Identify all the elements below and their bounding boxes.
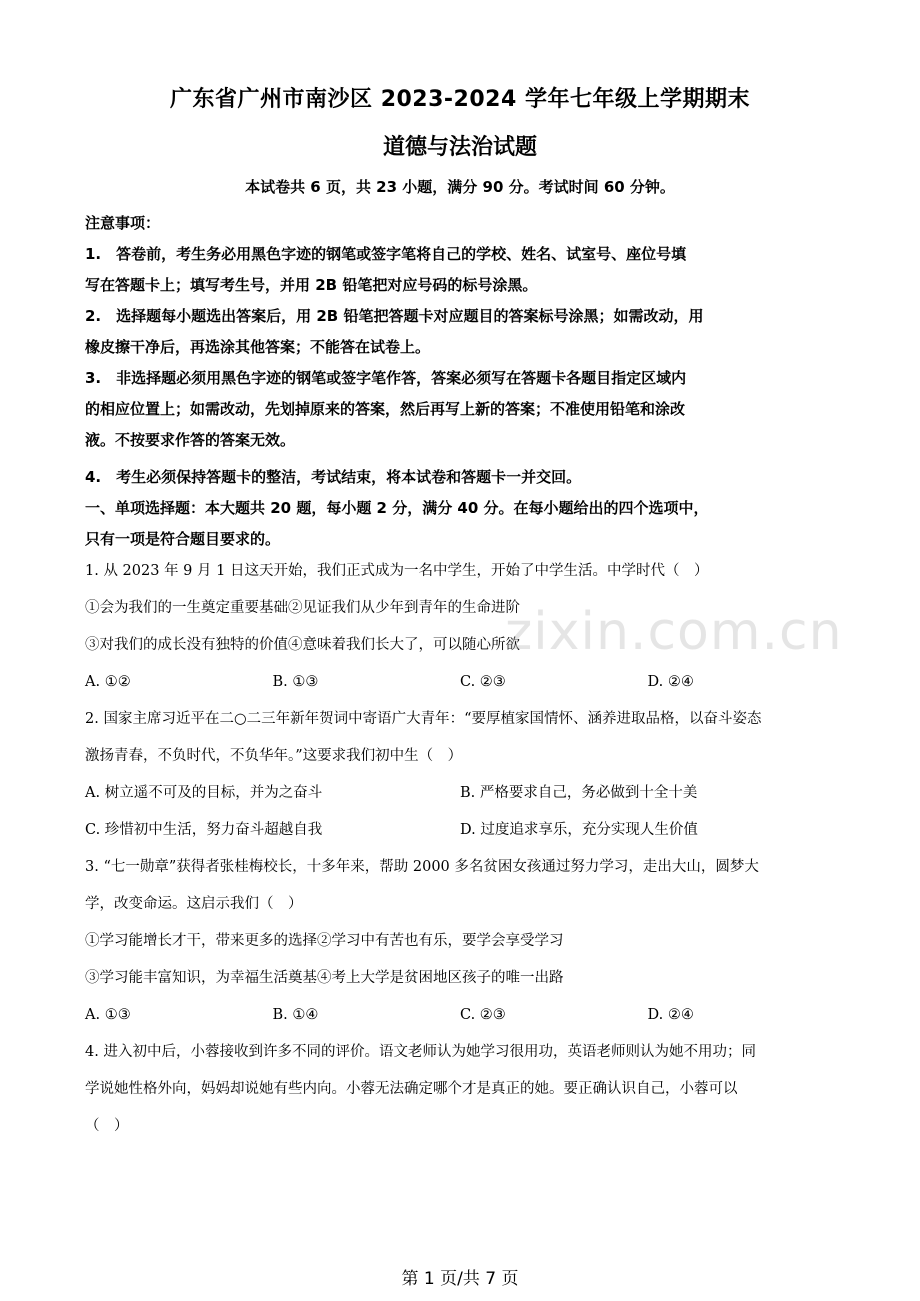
page-number: 第 1 页/共 7 页 <box>401 1269 519 1289</box>
q1-stem: 1. 从 2023 年 9 月 1 日这天开始，我们正式成为一名中学生，开始了中学生活。中学时代（ ） <box>85 563 709 579</box>
q3-options <box>85 997 835 1034</box>
notice-item-3-line3: 液。不按要求作答的答案无效。 <box>85 431 296 449</box>
q3-option-d[interactable]: D. ②④ <box>647 1007 694 1023</box>
notice-item-2-line2: 橡皮擦干净后，再选涂其他答案；不能答在试卷上。 <box>85 338 431 356</box>
q1-statement-a: ①会为我们的一生奠定重要基础②见证我们从少年到青年的生命进阶 <box>85 600 520 616</box>
q1-options <box>85 664 835 701</box>
q3-stem-line2: 学，改变命运。这启示我们（ ） <box>85 896 303 912</box>
q4-stem-line1: 4. 进入初中后，小蓉接收到许多不同的评价。语文老师认为她学习很用功，英语老师则认为她不用功；同 <box>85 1044 756 1060</box>
q1-option-a[interactable]: A. ①② <box>85 674 131 690</box>
q3-option-a[interactable]: A. ①③ <box>85 1007 131 1023</box>
q1-statement-b: ③对我们的成长没有独特的价值④意味着我们长大了，可以随心所欲 <box>85 637 520 653</box>
q3-stem-line1: 3. “七一勋章”获得者张桂梅校长，十多年来，帮助 2000 多名贫困女孩通过努力学习，走出大山，圆梦大 <box>85 859 759 875</box>
notice-block <box>85 208 835 555</box>
q3-option-b[interactable]: B. ①④ <box>272 1007 319 1023</box>
watermark: zixin.com.cn <box>505 602 843 662</box>
q1-option-c[interactable]: C. ②③ <box>460 674 506 690</box>
q3-statement-a: ①学习能增长才干，带来更多的选择②学习中有苦也有乐，要学会享受学习 <box>85 933 564 949</box>
q2-option-a[interactable]: A. 树立遥不可及的目标，并为之奋斗 <box>85 785 323 801</box>
notice-item-3-line2: 的相应位置上；如需改动，先划掉原来的答案，然后再写上新的答案；不准使用铅笔和涂改 <box>85 400 686 418</box>
q1-option-b[interactable]: B. ①③ <box>272 674 319 690</box>
q4-stem-line2: 学说她性格外向，妈妈却说她有些内向。小蓉无法确定哪个才是真正的她。要正确认识自己，小蓉可以 <box>85 1081 738 1097</box>
q2-option-b[interactable]: B. 严格要求自己，务必做到十全十美 <box>460 785 698 801</box>
q2-option-c[interactable]: C. 珍惜初中生活，努力奋斗超越自我 <box>85 822 323 838</box>
notice-item-4: 4. 考生必须保持答题卡的整洁，考试结束，将本试卷和答题卡一并交回。 <box>85 468 582 486</box>
notice-item-1-line2: 写在答题卡上；填写考生号，并用 2B 铅笔把对应号码的标号涂黑。 <box>85 276 538 294</box>
q3-statement-b: ③学习能丰富知识，为幸福生活奠基④考上大学是贫困地区孩子的唯一出路 <box>85 970 564 986</box>
q1-option-d[interactable]: D. ②④ <box>647 674 694 690</box>
q2-option-d[interactable]: D. 过度追求享乐，充分实现人生价值 <box>460 822 698 838</box>
exam-title-line2: 道德与法治试题 <box>382 135 537 160</box>
exam-info: 本试卷共 6 页，共 23 小题，满分 90 分。考试时间 60 分钟。 <box>245 178 675 196</box>
section-heading-line1: 一、单项选择题：本大题共 20 题，每小题 2 分，满分 40 分。在每小题给出的四个选项中， <box>85 499 709 517</box>
notice-heading: 注意事项： <box>85 214 161 232</box>
q3-option-c[interactable]: C. ②③ <box>460 1007 506 1023</box>
exam-title-line1: 广东省广州市南沙区 2023-2024 学年七年级上学期期末 <box>170 87 750 112</box>
notice-item-3-line1: 3. 非选择题必须用黑色字迹的钢笔或签字笔作答，答案必须写在答题卡各题目指定区域内 <box>85 369 687 387</box>
notice-item-2-line1: 2. 选择题每小题选出答案后，用 2B 铅笔把答题卡对应题目的答案标号涂黑；如需改动，用 <box>85 307 704 325</box>
q2-options-row1 <box>85 775 835 812</box>
q2-stem-line2: 激扬青春，不负时代，不负华年。”这要求我们初中生（ ） <box>85 748 463 764</box>
q2-options-row2 <box>85 812 835 849</box>
q4-stem-line3: （ ） <box>85 1118 129 1134</box>
section-heading-line2: 只有一项是符合题目要求的。 <box>85 530 281 548</box>
notice-item-1-line1: 1. 答卷前，考生务必用黑色字迹的钢笔或签字笔将自己的学校、姓名、试室号、座位号填 <box>85 245 687 263</box>
q2-stem-line1: 2. 国家主席习近平在二○二三年新年贺词中寄语广大青年：“要厚植家国情怀、涵养进取品格，以奋斗姿态 <box>85 711 762 727</box>
